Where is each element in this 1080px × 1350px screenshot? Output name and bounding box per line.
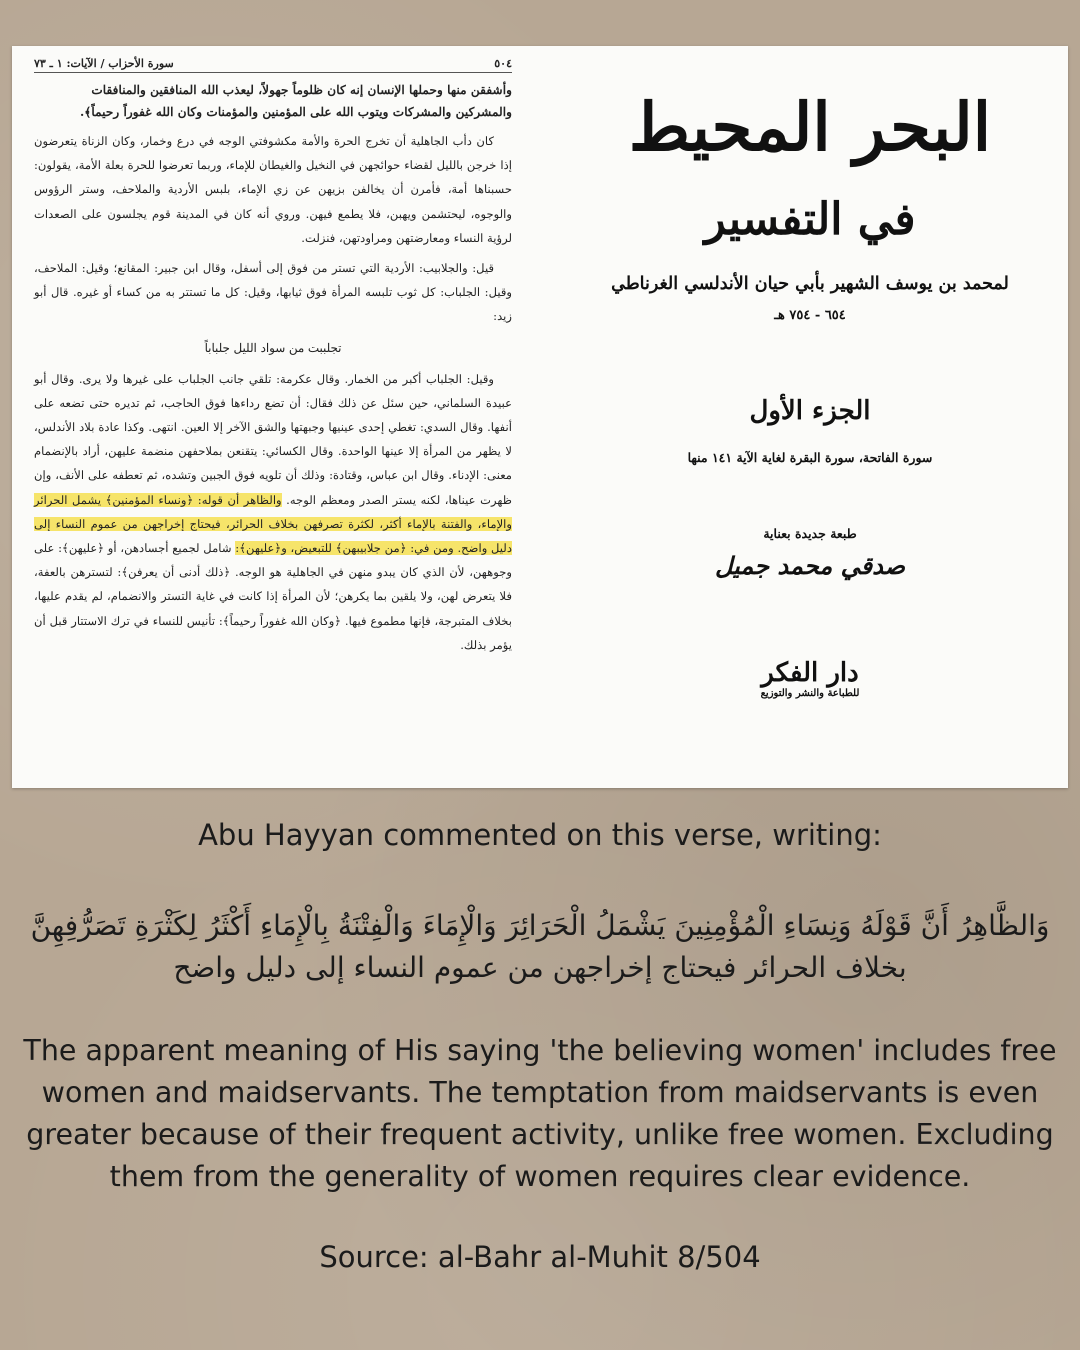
arabic-quote: [0, 905, 1080, 989]
edition-label: طبعة جديدة بعناية: [763, 526, 857, 541]
poem-verse: تجلببت من سواد الليل جلباباً: [204, 340, 342, 355]
publisher-logo: دار الفكر: [761, 658, 859, 688]
arabic-quote-line: بخلاف الحرائر فيحتاج إخراجهن من عموم النساء إلى دليل واضح: [173, 951, 907, 984]
verse-line: والمشركين والمشركات ويتوب الله على المؤمنين والمؤمنات وكان الله غفوراً رحيماً﴾.: [80, 105, 512, 119]
highlighted-passage: والظاهر أن قوله: ﴿ونساء المؤمنين﴾ يشمل الحرائر والإماء، والفتنة بالإماء أكثر، لكثرة تصرفهن بخلاف الحرائر، فيحتاج إخراجهن من عموم النساء إلى دليل واضح. ومن في: ﴿من جلابيبهن﴾ للتبعيض، و﴿عليهن﴾:: [34, 492, 512, 556]
commentary-paragraph-1: كان دأب الجاهلية أن تخرج الحرة والأمة مكشوفتي الوجه في درع وخمار، وكان الزناة يتعرضون إذا خرجن بالليل لقضاء حوائجهن في النخيل والغيطان للإماء، وربما تعرضوا للحرة بعلة الأمة، يقولون: حسبناها أمة، فأمرن أن يخالفن بزيهن عن زي الإماء، بلبس الأردية والملاحف، وستر الرؤوس والوجوه، ليحتشمن ويهبن، فلا يطمع فيهن. وروي أنه كان في المدينة قوم يجلسون على الصعدات لرؤية النساء ومعارضتهن ومراودتهن، فنزلت.: [34, 134, 512, 245]
publisher-tagline: للطباعة والنشر والتوزيع: [760, 688, 860, 699]
header-page-number: ٥٠٤: [494, 56, 512, 70]
english-translation: The apparent meaning of His saying 'the believing women' includes free women and maidservants. The temptation from maidservants is even greater because of their frequent activity, unlike free women. Excluding them from the generality of women requires clear evidence.: [23, 1034, 1057, 1193]
book-subtitle: في التفسير: [704, 194, 916, 245]
commentary-paragraph-3: [34, 367, 512, 657]
editor-name: صدقي محمد جميل: [714, 551, 906, 580]
header-title: سورة الأحزاب / الآيات: ١ ـ ٧٣: [34, 56, 174, 70]
book-title: البحر المحيط: [628, 88, 992, 166]
book-title-page: [572, 46, 1048, 788]
paragraph-text: شامل لجميع أجسادهن، أو ﴿عليهن﴾: على وجوههن، لأن الذي كان يبدو منهن في الجاهلية هو الوجه. ﴿ذلك أدنى أن يعرفن﴾: لتسترهن بالعفة، فلا يتعرض لهن، ولا يلقين بما يكرهن؛ لأن المرأة إذا كانت في غاية التستر والانضمام، لم يقدم عليها، بخلاف المتبرجة، فإنها مطموع فيها. ﴿وكان الله غفوراً رحيماً﴾: تأنيس للنساء في ترك الاستتار قبل أن يؤمر بذلك.: [34, 541, 512, 652]
book-text-page: [34, 54, 512, 784]
paragraph-text: وقيل: الجلباب أكبر من الخمار. وقال عكرمة: تلقي جانب الجلباب على غيرها ولا يرى. وقال أبو عبيدة السلماني، حين سئل عن ذلك فقال: أن تضع رداءها فوق الحاجب، ثم تديره حتى تضعه على أنفها. وقال السدي: تغطي إحدى عينيها وجبهتها والشق الآخر إلا العين. انتهى. وكذا عادة بلاد الأندلس، لا يظهر من المرأة إلا عينها الواحدة. وقال الكسائي: يتقنعن بملاحفهن منضمة عليهن، أراد بالإنضمام معنى: الإدناء. وقال ابن عباس، وقتادة: وذلك أن تلويه فوق الجبين وتشده، ثم تعطفه على الأنف، وإن ظهرت عيناها، لكنه يستر الصدر ومعظم الوجه.: [34, 371, 512, 507]
caption-intro: Abu Hayyan commented on this verse, writing:: [198, 818, 882, 852]
source-citation: Source: al-Bahr al-Muhit 8/504: [319, 1240, 761, 1274]
page-header: [34, 54, 512, 73]
verse-line: وأشفقن منها وحملها الإنسان إنه كان ظلوماً جهولاً، ليعذب الله المنافقين والمنافقات: [91, 83, 512, 97]
verse-text: [34, 79, 512, 123]
author-dates: ٦٥٤ - ٧٥٤ هـ: [774, 308, 846, 323]
commentary-paragraph-2: قيل: والجلابيب: الأردية التي تستر من فوق إلى أسفل، وقال ابن جبير: المقانع؛ وقيل: الملاحف، وقيل: الجلباب: كل ثوب تلبسه المرأة فوق ثيابها، وقيل: كل ما تستتر به من كساء أو غيره. قال أبو زيد:: [34, 261, 512, 324]
volume-contents: سورة الفاتحة، سورة البقرة لغاية الآية ١٤١ منها: [687, 450, 933, 465]
book-scan-image: [12, 46, 1068, 788]
book-author: لمحمد بن يوسف الشهير بأبي حيان الأندلسي الغرناطي: [611, 274, 1009, 294]
arabic-quote-line: وَالظَّاهِرُ أَنَّ قَوْلَهُ وَنِسَاءِ الْمُؤْمِنِينَ يَشْمَلُ الْحَرَائِرَ وَالْإِمَاءَ وَالْفِتْنَةُ بِالْإِمَاءِ أَكْثَرُ لِكَثْرَةِ تَصَرُّفِهِنَّ: [30, 909, 1050, 942]
volume-label: الجزء الأول: [749, 396, 871, 426]
